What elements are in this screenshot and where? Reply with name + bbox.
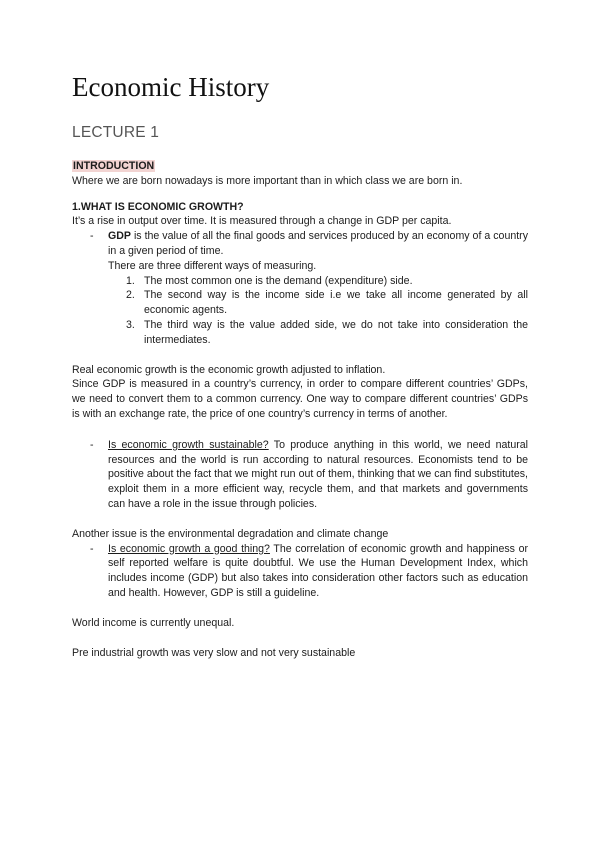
good-thing-bullet: [72, 542, 528, 601]
intro-text: Where we are born nowadays is more important than in which class we are born in.: [72, 174, 463, 187]
intro-heading-highlight: INTRODUCTION: [73, 160, 155, 172]
list-item: 2. The second way is the income side i.e we take all income generated by all economic agents.: [126, 289, 528, 317]
document-body: [72, 159, 528, 660]
lecture-subtitle: LECTURE 1: [72, 124, 160, 141]
intro-heading: [72, 159, 528, 174]
good-thing-text: The correlation of economic growth and happiness or self reported welfare is quite doubtful. We use the Human Development Index, which includes income (GDP) but also takes into consideration other factors such as education and health. However, GDP is still a guideline.: [108, 542, 528, 599]
growth-heading: 1.WHAT IS ECONOMIC GROWTH?: [72, 200, 244, 213]
sustainable-question: Is economic growth sustainable?: [108, 438, 269, 451]
world-income-text: World income is currently unequal.: [72, 616, 235, 629]
list-item: 3. The third way is the value added side, we do not take into consideration the intermediates.: [126, 318, 528, 346]
good-thing-question: Is economic growth a good thing?: [108, 542, 270, 555]
gdp-definition: is the value of all the final goods and services produced by an economy of a country in a given period of time.: [108, 230, 528, 257]
gdp-bullet: [72, 229, 528, 259]
gdp-term: GDP: [108, 230, 131, 243]
pre-industrial-text: Pre industrial growth was very slow and not very sustainable: [72, 646, 356, 659]
sustainable-text: To produce anything in this world, we need natural resources and the world is run according to natural resources. Economists tend to be positive about the fact that we might run out of them, thinking that we can find substitutes, exploit them in a more efficient way, recycle them, and that markets and governments can have a role in the issue through policies.: [108, 438, 529, 510]
bullet-dash: -: [90, 542, 94, 555]
growth-definition: It’s a rise in output over time. It is measured through a change in GDP per capita.: [72, 215, 452, 228]
measures-intro: There are three different ways of measuring.: [108, 259, 317, 272]
sustainable-bullet: [72, 438, 528, 512]
real-growth-text: Real economic growth is the economic growth adjusted to inflation.: [72, 363, 386, 376]
bullet-dash: -: [90, 230, 94, 243]
bullet-dash: -: [90, 438, 94, 451]
list-item: 1. The most common one is the demand (expenditure) side.: [126, 274, 413, 287]
document-title: Economic History: [72, 72, 270, 102]
measures-list: [72, 274, 528, 348]
environment-text: Another issue is the environmental degradation and climate change: [72, 527, 389, 540]
currency-text: Since GDP is measured in a country’s currency, in order to compare different countries’ GDPs, we need to convert them to a common currency. One way to compare different countries’ GDPs is with an exchange rate, the price of one country’s currency in terms of another.: [72, 378, 528, 420]
